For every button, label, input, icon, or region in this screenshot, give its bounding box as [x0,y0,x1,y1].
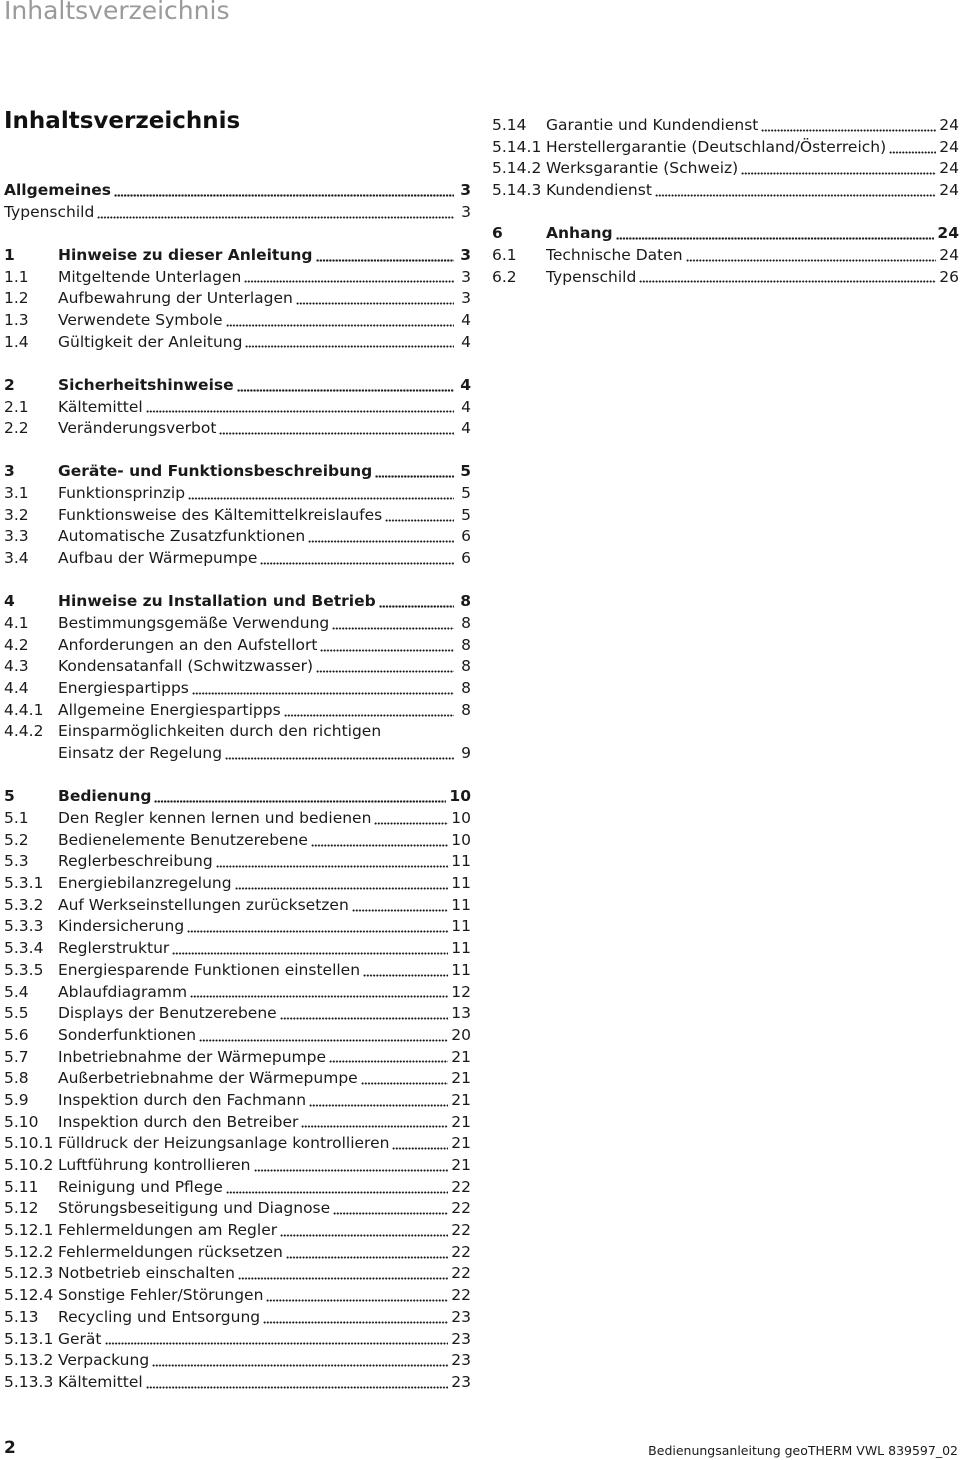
toc-entry-page: 24 [939,137,959,156]
toc-entry-page: 11 [451,917,471,936]
toc-entry-number: 4.1 [4,614,29,632]
toc-entry[interactable] [4,1329,471,1351]
toc-entry-number: 5.14.1 [492,137,542,156]
toc-entry-title: Kindersicherung [58,917,185,936]
toc-entry-page: 10 [449,787,471,806]
toc-entry-page: 8 [461,679,471,698]
toc-section [4,786,471,1393]
toc-entry-page: 4 [461,419,471,438]
toc-entry-title: Funktionsweise des Kältemittelkreislaufes [58,505,383,524]
toc-entry[interactable] [4,332,471,354]
toc-entry-number: 3 [4,462,15,481]
toc-entry[interactable] [4,1350,471,1372]
toc-entry-page: 5 [461,505,471,524]
toc-entry-number: 5.3.5 [4,960,44,979]
toc-entry-number: 3.3 [4,527,29,546]
toc-section [4,461,471,569]
toc-entry[interactable] [4,1090,471,1112]
toc-entry[interactable] [4,678,471,700]
toc-entry-page: 21 [451,1134,471,1153]
toc-entry-page: 24 [939,159,959,178]
toc-entry-title: Funktionsprinzip [58,484,186,503]
toc-entry-number: 3.2 [4,505,29,524]
toc-entry-number: 5.11 [4,1177,39,1196]
toc-entry-page: 11 [451,960,471,979]
dot-leader [352,909,448,912]
toc-entry-page: 10 [451,809,471,827]
toc-entry-page: 24 [937,224,959,243]
toc-entry-number: 1.2 [4,289,29,308]
toc-entry-number: 5.14.2 [492,159,542,178]
toc-entry[interactable] [4,851,471,873]
dot-leader [296,302,454,305]
toc-entry[interactable] [4,310,471,332]
toc-entry-number: 1.3 [4,310,29,329]
toc-entry[interactable] [4,1285,471,1307]
toc-entry-page: 24 [939,116,959,134]
toc-section [4,180,471,223]
toc-entry-number: 1 [4,245,15,264]
toc-entry[interactable] [4,656,471,678]
dot-leader [260,562,454,565]
toc-entry-number: 5.12.4 [4,1286,54,1305]
dot-leader [266,1299,448,1302]
toc-entry[interactable] [4,1242,471,1264]
toc-entry-page: 11 [451,895,471,914]
toc-entry-page: 6 [461,527,471,546]
toc-entry-page: 21 [451,1112,471,1131]
dot-leader [363,974,448,977]
toc-entry-title: Aufbau der Wärmepumpe [58,549,258,568]
toc-entry-page: 24 [939,245,959,264]
toc-entry-page: 21 [451,1047,471,1066]
dot-leader [244,280,454,283]
toc-entry-title: Typenschild [546,267,637,286]
toc-entry[interactable] [4,700,471,722]
toc-entry-title: Verpackung [58,1351,150,1370]
toc-section [492,115,959,202]
dot-leader [308,540,454,543]
dot-leader [329,1060,448,1063]
dot-leader [316,670,454,673]
toc-entry[interactable] [4,548,471,570]
dot-leader [686,259,937,262]
dot-leader [320,649,454,652]
toc-entry[interactable] [4,1307,471,1329]
toc-entry[interactable] [4,1003,471,1025]
toc-entry-page: 12 [451,982,471,1001]
toc-entry[interactable] [4,418,471,440]
toc-entry-page: 3 [461,289,471,308]
toc-entry[interactable] [4,397,471,419]
toc-entry[interactable] [4,982,471,1004]
toc-entry-title: Sonderfunktionen [58,1025,197,1044]
toc-entry[interactable] [4,180,471,202]
dot-leader [172,952,448,955]
toc-entry-title: Sonstige Fehler/Störungen [58,1286,264,1305]
dot-leader [332,627,454,630]
dot-leader [216,865,449,868]
toc-entry[interactable] [4,1047,471,1069]
toc-entry-page: 3 [461,202,471,221]
toc-entry-number: 5.1 [4,809,29,827]
toc-entry-page: 23 [451,1307,471,1326]
dot-leader [280,1017,449,1020]
dot-leader [187,930,448,933]
running-header-title: Inhaltsverzeichnis [4,0,230,25]
toc-entry-number: 5.4 [4,982,29,1001]
toc-entry[interactable] [492,115,959,137]
dot-leader [311,844,448,847]
toc-entry-number: 5.13 [4,1307,39,1326]
toc-entry-title: Störungsbeseitigung und Diagnose [58,1199,331,1218]
toc-entry-page: 4 [461,310,471,329]
dot-leader [361,1082,449,1085]
dot-leader [263,1321,448,1324]
dot-leader [245,345,454,348]
dot-leader [154,800,446,803]
toc-entry-page: 9 [461,744,471,763]
toc-entry-page: 5 [461,484,471,503]
toc-entry-page: 23 [451,1351,471,1370]
toc-entry[interactable] [492,137,959,159]
toc-entry-title: Kältemittel [58,1372,143,1391]
toc-entry-page: 23 [451,1329,471,1348]
toc-entry[interactable] [492,158,959,180]
toc-entry[interactable] [4,613,471,635]
toc-entry[interactable] [4,938,471,960]
toc-entry-number: 5.9 [4,1090,29,1109]
toc-entry-number: 4.3 [4,657,29,676]
toc-entry-title: Geräte- und Funktionsbeschreibung [58,462,373,481]
dot-leader [392,1147,448,1150]
toc-entry-number: 5 [4,787,15,806]
toc-entry-title: Bestimmungsgemäße Verwendung [58,614,330,632]
toc-entry-page: 4 [461,397,471,416]
toc-entry-page: 11 [451,939,471,958]
toc-entry-title: Sicherheitshinweise [58,375,234,394]
toc-entry[interactable] [4,461,471,483]
toc-entry[interactable] [4,873,471,895]
toc-entry-title: Allgemeines [4,181,111,199]
toc-entry[interactable] [4,960,471,982]
toc-entry-page: 22 [451,1221,471,1240]
toc-entry[interactable] [492,223,959,245]
toc-entry-title: Typenschild [4,202,95,221]
footer-page-number: 2 [4,1438,16,1458]
toc-entry-title: Bedienelemente Benutzerebene [58,830,308,849]
toc-entry-page: 11 [451,874,471,893]
dot-leader [226,1191,449,1194]
toc-entry-number: 4.2 [4,635,29,654]
toc-entry-title: Aufbewahrung der Unterlagen [58,289,293,308]
toc-entry-title: Hinweise zu Installation und Betrieb [58,592,376,611]
dot-leader [199,1039,448,1042]
toc-entry-number: 5.6 [4,1025,29,1044]
toc-entry-number: 2.1 [4,397,29,416]
toc-entry-number: 5.13.2 [4,1351,54,1370]
toc-entry-page: 3 [460,245,471,264]
dot-leader [639,280,936,283]
toc-entry[interactable] [4,721,471,743]
footer-document-title: Bedienungsanleitung geoTHERM VWL 839597_02 [648,1443,958,1458]
toc-entry-title: Inspektion durch den Betreiber [58,1112,299,1131]
toc-entry[interactable] [4,895,471,917]
dot-leader [374,822,448,825]
toc-entry-page: 22 [451,1242,471,1261]
toc-entry[interactable] [4,245,471,267]
toc-heading: Inhaltsverzeichnis [4,108,241,134]
dot-leader [316,259,455,262]
toc-entry-title: Bedienung [58,787,152,806]
toc-entry[interactable] [4,288,471,310]
toc-section [4,591,471,765]
toc-entry-page: 21 [451,1156,471,1174]
toc-entry[interactable] [4,1198,471,1220]
toc-entry[interactable] [4,591,471,613]
toc-entry-page: 3 [460,181,471,199]
toc-entry-page: 21 [451,1069,471,1088]
dot-leader [97,216,454,219]
toc-section [4,245,471,353]
toc-entry-number: 6 [492,224,503,243]
toc-entry-title: Garantie und Kundendienst [546,116,759,134]
toc-entry[interactable] [4,1068,471,1090]
toc-entry-number: 5.13.3 [4,1372,54,1391]
toc-entry-page: 8 [461,700,471,719]
toc-entry-page: 4 [461,332,471,351]
toc-entry-page: 6 [461,549,471,568]
toc-entry-title: Fehlermeldungen rücksetzen [58,1242,283,1261]
dot-leader [655,194,936,197]
dot-leader [379,605,454,608]
toc-entry-page: 5 [460,462,471,481]
toc-entry[interactable] [4,1112,471,1134]
toc-entry-number: 5.10.2 [4,1156,54,1174]
dot-leader [286,1256,448,1259]
toc-entry-page: 20 [451,1025,471,1044]
toc-entry-title: Ablaufdiagramm [58,982,188,1001]
toc-entry-page: 23 [451,1372,471,1391]
toc-entry[interactable] [492,267,959,289]
toc-entry-title: Recycling und Entsorgung [58,1307,261,1326]
dot-leader [385,519,454,522]
toc-entry-title: Kundendienst [546,181,652,200]
dot-leader [235,887,449,890]
toc-entry-title: Anforderungen an den Aufstellort [58,635,318,654]
toc-entry-title: Gerät [58,1329,102,1348]
toc-entry-title: Gültigkeit der Anleitung [58,332,243,351]
toc-entry-number: 5.12 [4,1199,39,1218]
toc-entry[interactable] [4,830,471,852]
toc-entry-title: Herstellergarantie (Deutschland/Österreich) [546,137,887,156]
toc-entry-number: 4.4.2 [4,722,44,741]
toc-entry-number: 5.10 [4,1112,39,1131]
dot-leader [190,995,448,998]
dot-leader [152,1364,448,1367]
toc-entry[interactable] [4,483,471,505]
toc-entry-title: Fülldruck der Heizungsanlage kontrollieren [58,1134,390,1153]
toc-left-column [4,180,471,1394]
toc-entry-title: Anhang [546,224,613,243]
toc-entry[interactable] [4,1155,471,1177]
toc-entry-page: 24 [939,181,959,200]
toc-entry[interactable] [4,786,471,808]
toc-entry-title: Kondensatanfall (Schwitzwasser) [58,657,314,676]
toc-entry[interactable] [4,1025,471,1047]
toc-entry-title: Luftführung kontrollieren [58,1156,251,1174]
toc-entry-page: 13 [451,1004,471,1023]
toc-entry[interactable] [492,245,959,267]
toc-entry-number: 2 [4,375,15,394]
toc-right-column [492,115,959,288]
toc-entry-title: Allgemeine Energiespartipps [58,700,281,719]
toc-entry-number: 6.1 [492,245,517,264]
toc-entry[interactable] [4,267,471,289]
dot-leader [616,237,935,240]
toc-entry[interactable] [4,1372,471,1394]
toc-entry-page: 10 [451,830,471,849]
toc-entry-page: 8 [460,592,471,611]
toc-entry-title: Energiesparende Funktionen einstellen [58,960,361,979]
toc-entry-page: 3 [461,267,471,286]
toc-entry-number: 5.14 [492,116,527,134]
toc-entry-number: 4.4 [4,679,29,698]
toc-entry-title: Kältemittel [58,397,143,416]
toc-entry-number: 5.3.4 [4,939,44,958]
toc-entry-page: 11 [451,852,471,871]
toc-entry-title: Reglerstruktur [58,939,170,958]
toc-entry[interactable] [4,635,471,657]
toc-entry-number: 1.4 [4,332,29,351]
toc-entry-number: 5.3.1 [4,874,44,893]
toc-entry-title: Energiespartipps [58,679,189,698]
toc-entry-number: 5.12.1 [4,1221,54,1240]
toc-entry-title: Automatische Zusatzfunktionen [58,527,306,546]
toc-entry-title: Notbetrieb einschalten [58,1264,235,1283]
toc-entry-title: Technische Daten [546,245,683,264]
toc-entry[interactable] [4,202,471,224]
toc-entry-title: Den Regler kennen lernen und bedienen [58,809,372,827]
toc-section [492,223,959,288]
toc-entry-number: 5.3 [4,852,29,871]
toc-entry-title: Veränderungsverbot [58,419,217,438]
toc-entry-number: 6.2 [492,267,517,286]
dot-leader [309,1104,448,1107]
toc-entry-page: 8 [461,614,471,632]
toc-entry-page: 22 [451,1264,471,1283]
toc-entry-title: Einsatz der Regelung [58,744,223,763]
toc-entry-number: 5.14.3 [492,181,542,200]
dot-leader [114,194,454,197]
toc-entry-number: 2.2 [4,419,29,438]
dot-leader [105,1342,449,1345]
toc-entry[interactable] [4,505,471,527]
toc-entry-number: 5.12.2 [4,1242,54,1261]
toc-entry-number: 3.1 [4,484,29,503]
toc-entry-title: Energiebilanzregelung [58,874,232,893]
toc-entry-number: 5.12.3 [4,1264,54,1283]
toc-entry-page: 26 [939,267,959,286]
toc-entry[interactable] [4,1263,471,1285]
toc-entry[interactable] [4,808,471,830]
dot-leader [284,714,454,717]
toc-entry-title: Auf Werkseinstellungen zurücksetzen [58,895,349,914]
toc-entry-title: Reinigung und Pflege [58,1177,223,1196]
toc-entry[interactable] [4,375,471,397]
toc-entry[interactable] [4,526,471,548]
dot-leader [146,410,454,413]
toc-entry-page: 21 [451,1090,471,1109]
toc-entry[interactable] [4,1220,471,1242]
dot-leader [280,1234,448,1237]
toc-section [4,375,471,440]
toc-entry-number: 5.2 [4,830,29,849]
toc-entry-title: Inbetriebnahme der Wärmepumpe [58,1047,326,1066]
toc-entry-page: 22 [451,1286,471,1305]
dot-leader [237,389,454,392]
toc-entry-page: 22 [451,1177,471,1196]
dot-leader [375,475,454,478]
toc-entry-title: Einsparmöglichkeiten durch den richtigen [58,722,382,741]
toc-entry[interactable] [4,1177,471,1199]
toc-entry-page: 22 [451,1199,471,1218]
toc-entry-number: 4.4.1 [4,700,44,719]
toc-entry-title: Verwendete Symbole [58,310,223,329]
dot-leader [226,324,454,327]
toc-entry-number: 5.8 [4,1069,29,1088]
dot-leader [741,172,936,175]
toc-entry-number: 5.7 [4,1047,29,1066]
toc-entry-title: Reglerbeschreibung [58,852,213,871]
toc-entry-number: 5.13.1 [4,1329,54,1348]
toc-entry-number: 4 [4,592,15,611]
dot-leader [192,692,454,695]
toc-entry-number: 1.1 [4,267,29,286]
dot-leader [146,1386,449,1389]
dot-leader [761,129,936,132]
dot-leader [238,1277,448,1280]
toc-entry[interactable] [4,916,471,938]
toc-entry[interactable] [4,1133,471,1155]
toc-entry-number: 5.5 [4,1004,29,1023]
dot-leader [254,1169,449,1172]
toc-entry-number: 3.4 [4,549,29,568]
toc-entry[interactable] [492,180,959,202]
toc-entry-page: 8 [461,657,471,676]
dot-leader [225,757,454,760]
dot-leader [333,1212,448,1215]
toc-entry-title: Außerbetriebnahme der Wärmepumpe [58,1069,358,1088]
toc-entry-title: Mitgeltende Unterlagen [58,267,242,286]
toc-entry-title: Hinweise zu dieser Anleitung [58,245,313,264]
dot-leader [188,497,454,500]
toc-entry-title: Fehlermeldungen am Regler [58,1221,278,1240]
toc-entry-title: Displays der Benutzerebene [58,1004,277,1023]
toc-entry-number: 5.10.1 [4,1134,54,1153]
toc-entry-page: 4 [460,375,471,394]
toc-entry[interactable] [4,743,471,765]
toc-entry-page: 8 [461,635,471,654]
toc-entry-title: Werksgarantie (Schweiz) [546,159,739,178]
toc-entry-number: 5.3.3 [4,917,44,936]
toc-entry-title: Inspektion durch den Fachmann [58,1090,307,1109]
dot-leader [889,151,936,154]
dot-leader [219,432,454,435]
dot-leader [301,1125,448,1128]
toc-entry-number: 5.3.2 [4,895,44,914]
